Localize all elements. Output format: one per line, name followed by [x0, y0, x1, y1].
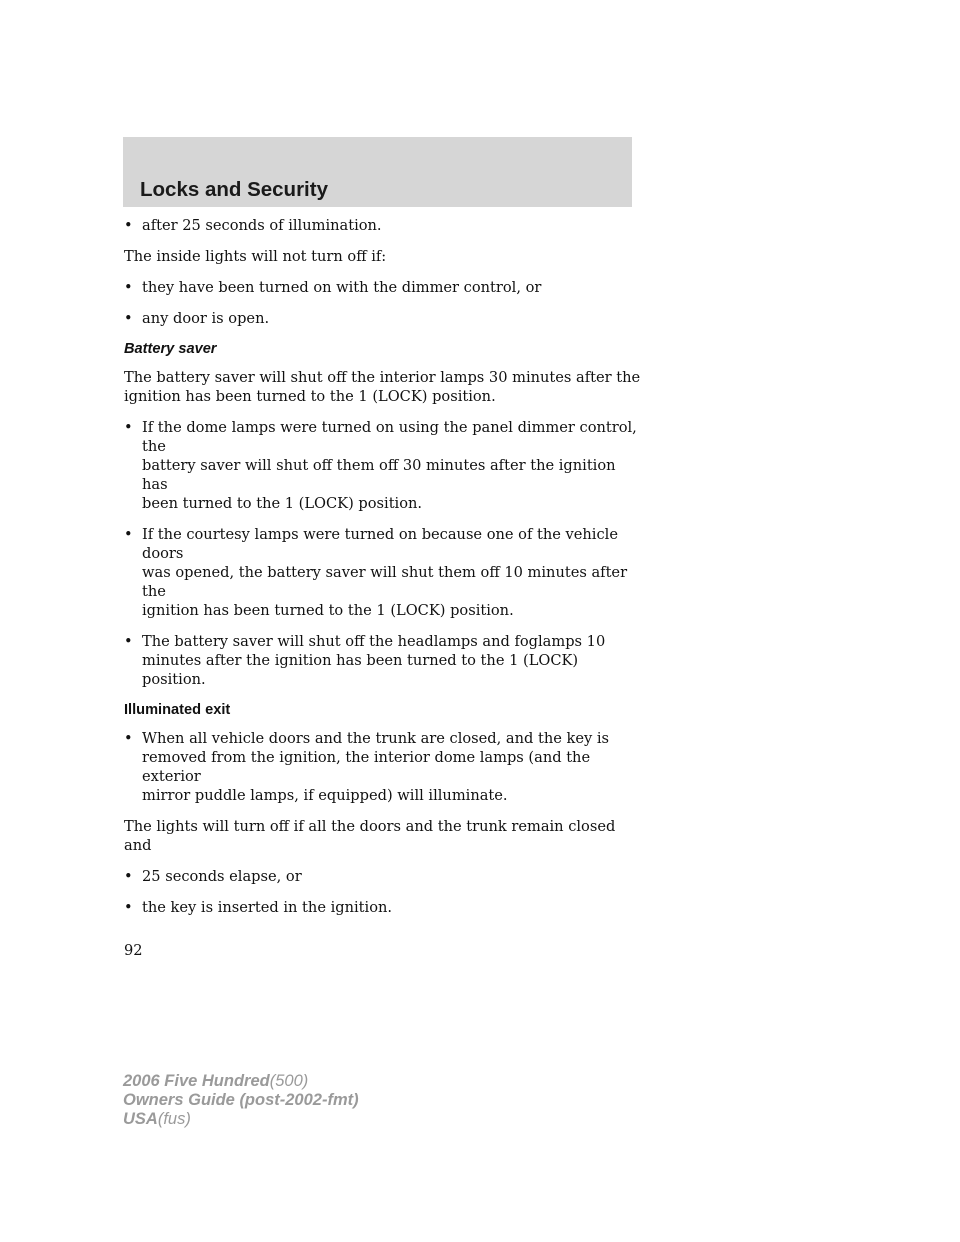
paragraph: The lights will turn off if all the doors and the trunk remain closed and	[124, 818, 616, 854]
bullet-item: • The battery saver will shut off the headlamps and foglamps 10 minutes after the ignition has been turned to the 1 (LOCK) position.	[124, 633, 606, 688]
bullet-dot: •	[124, 419, 133, 436]
subheading-battery-saver: Battery saver	[124, 341, 217, 357]
footer-line-market: USA(fus)	[123, 1110, 191, 1128]
bullet-item: • any door is open.	[124, 310, 270, 327]
bullet-dot: •	[124, 217, 133, 234]
document-footer	[123, 1072, 359, 1129]
paragraph: The battery saver will shut off the interior lamps 30 minutes after the ignition has been turned to the 1 (LOCK) position.	[124, 369, 641, 405]
bullet-item: • the key is inserted in the ignition.	[124, 899, 393, 916]
bullet-dot: •	[124, 868, 133, 885]
bullet-dot: •	[124, 899, 133, 916]
bullet-item: • If the dome lamps were turned on using the panel dimmer control, the battery saver will shut off them off 30 minutes after the ignition has been turned to the 1 (LOCK) position.	[124, 419, 637, 512]
paragraph: The inside lights will not turn off if:	[124, 248, 387, 265]
bullet-dot: •	[124, 633, 133, 650]
bullet-dot: •	[124, 310, 133, 327]
bullet-dot: •	[124, 279, 133, 296]
footer-line-model: 2006 Five Hundred(500)	[123, 1072, 309, 1090]
section-header-band	[123, 137, 632, 207]
page-number: 92	[124, 942, 143, 959]
bullet-dot: •	[124, 526, 133, 543]
bullet-item: • If the courtesy lamps were turned on because one of the vehicle doors was opened, the battery saver will shut them off 10 minutes after the ignition has been turned to the 1 (LOCK) position.	[124, 526, 628, 619]
page-content	[124, 216, 644, 929]
bullet-item: • 25 seconds elapse, or	[124, 868, 302, 885]
bullet-item: • When all vehicle doors and the trunk are closed, and the key is removed from the ignition, the interior dome lamps (and the exterior mirror puddle lamps, if equipped) will illuminate.	[124, 730, 610, 804]
section-title: Locks and Security	[140, 178, 328, 201]
bullet-item: • they have been turned on with the dimmer control, or	[124, 279, 542, 296]
bullet-item: • after 25 seconds of illumination.	[124, 217, 382, 234]
bullet-dot: •	[124, 730, 133, 747]
footer-line-guide: Owners Guide (post-2002-fmt)	[123, 1091, 359, 1109]
subheading-illuminated-exit: Illuminated exit	[124, 702, 231, 718]
